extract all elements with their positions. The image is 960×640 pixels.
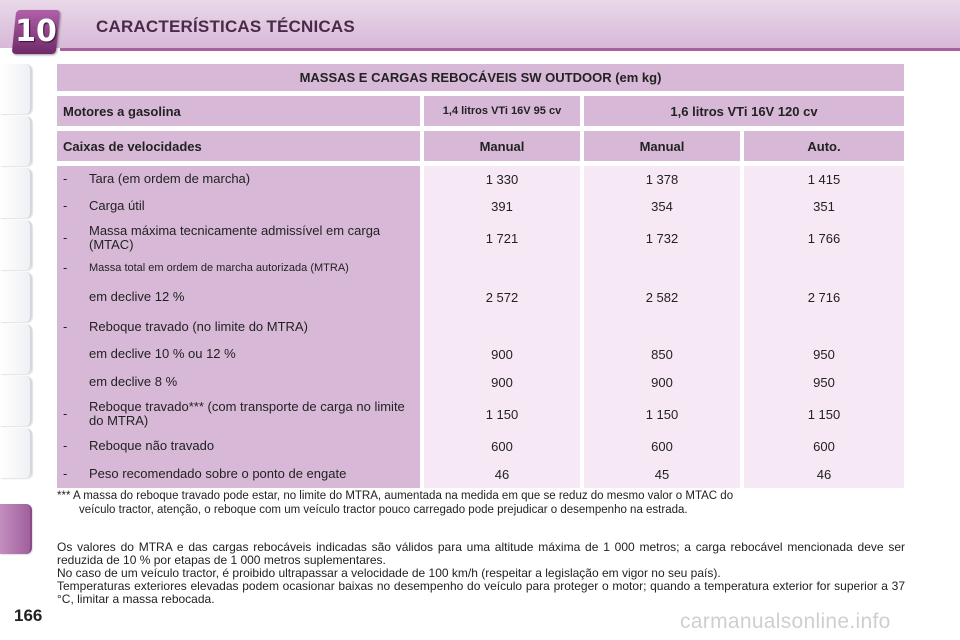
row-label-cell: [57, 192, 424, 220]
table-row: [57, 432, 904, 460]
row-label: [57, 320, 420, 334]
row-label: [57, 199, 420, 213]
gearbox-1: Manual: [424, 131, 584, 166]
row-label-text: Reboque travado (no limite do MTRA): [89, 319, 308, 334]
value-cell: 2 572: [424, 280, 584, 314]
row-label-cell: [57, 340, 424, 368]
row-label-text: em declive 10 % ou 12 %: [89, 346, 236, 361]
gearbox-label: Caixas de velocidades: [57, 131, 424, 166]
row-bullet: -: [63, 466, 68, 481]
table-row: [57, 368, 904, 396]
value-cell: 1 721: [424, 220, 584, 256]
row-label-cell: [57, 368, 424, 396]
row-label-cell: [57, 220, 424, 256]
value-cell: 900: [424, 368, 584, 396]
value-cell: 850: [584, 340, 744, 368]
table-row: [57, 192, 904, 220]
row-bullet: -: [63, 198, 68, 213]
row-label-cell: [57, 256, 424, 280]
row-label: [57, 261, 420, 275]
chapter-tabs: [0, 64, 32, 574]
value-cell: 1 150: [424, 396, 584, 432]
chapter-tab[interactable]: [0, 428, 32, 478]
row-label-cell: [57, 166, 424, 192]
value-cell: [584, 314, 744, 340]
chapter-tab[interactable]: [0, 116, 32, 166]
value-cell: 600: [744, 432, 904, 460]
row-label-cell: [57, 432, 424, 460]
body-paragraph-3: Temperaturas exteriores elevadas podem ocasionar baixas no desempenho do veículo para proteger o motor; quando a temperatura exterior for superior a 37 °C, limitar a massa rebocada.: [57, 579, 905, 606]
chapter-tab[interactable]: [0, 168, 32, 218]
value-cell: 1 415: [744, 166, 904, 192]
value-cell: 351: [744, 192, 904, 220]
value-cell: 1 766: [744, 220, 904, 256]
row-bullet: -: [63, 406, 68, 421]
chapter-tab-active[interactable]: [0, 504, 32, 554]
row-bullet: -: [63, 171, 68, 186]
value-cell: 900: [584, 368, 744, 396]
row-label-text: em declive 8 %: [89, 374, 178, 389]
table-row: [57, 340, 904, 368]
body-paragraph-2: No caso de um veículo tractor, é proibido ultrapassar a velocidade de 100 km/h (respeitar a legislação em vigor no seu país).: [57, 566, 721, 580]
table-row: [57, 280, 904, 314]
table-row: [57, 314, 904, 340]
row-label-cell: [57, 280, 424, 314]
row-label: [57, 172, 420, 186]
row-label-text: Tara (em ordem de marcha): [89, 171, 251, 186]
body-text: [57, 541, 905, 606]
row-label-cell: [57, 460, 424, 488]
chapter-tab[interactable]: [0, 64, 32, 114]
value-cell: 600: [584, 432, 744, 460]
chapter-tab[interactable]: [0, 324, 32, 374]
row-label-text: Peso recomendado sobre o ponto de engate: [89, 466, 347, 481]
page-title: CARACTERÍSTICAS TÉCNICAS: [96, 17, 355, 36]
row-bullet: -: [63, 438, 68, 453]
row-label: [57, 400, 420, 428]
table-row: [57, 396, 904, 432]
row-label: [57, 224, 420, 252]
row-label-text: Massa máxima tecnicamente admissível em carga (MTAC): [89, 223, 381, 252]
value-cell: [424, 256, 584, 280]
row-label-text: Massa total em ordem de marcha autorizada (MTRA): [89, 262, 349, 274]
row-label-text: Carga útil: [89, 198, 145, 213]
value-cell: 1 732: [584, 220, 744, 256]
value-cell: 900: [424, 340, 584, 368]
value-cell: 950: [744, 340, 904, 368]
masses-table: [57, 64, 904, 488]
value-cell: [584, 256, 744, 280]
row-label: [57, 347, 420, 361]
value-cell: 2 716: [744, 280, 904, 314]
footnote-line-1: *** A massa do reboque travado pode estar, no limite do MTRA, aumentada na medida em que se reduz do mesmo valor o MTAC do: [57, 490, 734, 502]
gearbox-2: Manual: [584, 131, 744, 166]
value-cell: 45: [584, 460, 744, 488]
row-label: [57, 439, 420, 453]
row-label-text: Reboque não travado: [89, 438, 215, 453]
header-divider: [60, 48, 960, 51]
value-cell: [744, 314, 904, 340]
row-bullet: -: [63, 230, 68, 245]
table-title: MASSAS E CARGAS REBOCÁVEIS SW OUTDOOR (em kg): [57, 64, 904, 96]
page-number: 166: [14, 606, 43, 625]
value-cell: 354: [584, 192, 744, 220]
row-label-cell: [57, 314, 424, 340]
value-cell: 600: [424, 432, 584, 460]
row-label: [57, 375, 420, 389]
table-row: [57, 460, 904, 488]
value-cell: [744, 256, 904, 280]
chapter-tab[interactable]: [0, 220, 32, 270]
footnote-line-2: veículo tractor, atenção, o reboque com um veículo tractor pouco carregado pode prejudicar o desempenho na estrada.: [79, 504, 688, 516]
chapter-tab[interactable]: [0, 376, 32, 426]
value-cell: 46: [424, 460, 584, 488]
value-cell: 46: [744, 460, 904, 488]
engine-2: 1,6 litros VTi 16V 120 cv: [584, 96, 904, 131]
table-row: [57, 256, 904, 280]
row-bullet: -: [63, 319, 68, 334]
engine-1: 1,4 litros VTi 16V 95 cv: [424, 96, 584, 131]
gearbox-3: Auto.: [744, 131, 904, 166]
row-label-text: Reboque travado*** (com transporte de carga no limite do MTRA): [89, 399, 405, 428]
engine-label: Motores a gasolina: [57, 96, 424, 131]
footnote: [57, 489, 907, 517]
row-label: [57, 467, 420, 481]
row-label: [57, 290, 420, 304]
table-row: [57, 166, 904, 192]
row-label-cell: [57, 396, 424, 432]
value-cell: 1 330: [424, 166, 584, 192]
value-cell: [424, 314, 584, 340]
row-label-text: em declive 12 %: [89, 289, 185, 304]
chapter-number: 10: [15, 14, 57, 49]
chapter-tab[interactable]: [0, 272, 32, 322]
value-cell: 950: [744, 368, 904, 396]
value-cell: 1 150: [584, 396, 744, 432]
value-cell: 2 582: [584, 280, 744, 314]
value-cell: 1 150: [744, 396, 904, 432]
watermark: carmanualsonline.info: [680, 610, 891, 633]
body-paragraph-1: Os valores do MTRA e das cargas rebocáveis indicadas são válidos para uma altitude máxima de 1 000 metros; a carga rebocável mencionada deve ser reduzida de 10 % por etapas de 1 000 metros suplementares.: [57, 540, 905, 567]
table-row: [57, 220, 904, 256]
value-cell: 1 378: [584, 166, 744, 192]
row-bullet: -: [63, 260, 68, 275]
value-cell: 391: [424, 192, 584, 220]
